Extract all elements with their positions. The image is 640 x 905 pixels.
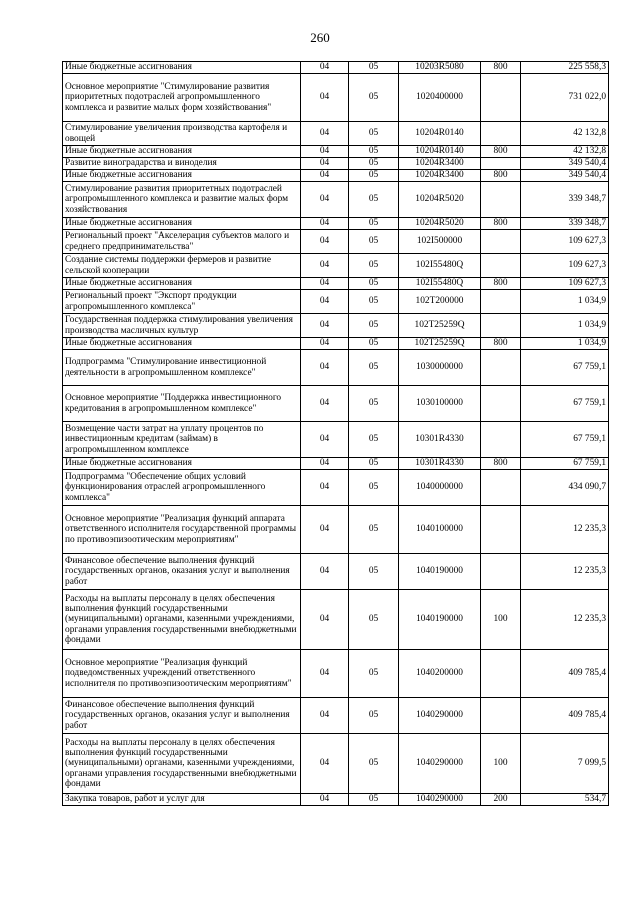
row-amount: 409 785,4 [521,650,609,698]
row-name: Региональный проект "Акселерация субъектов малого и среднего предпринимательства" [63,230,301,254]
row-expense-type [481,122,521,146]
row-expense-type: 800 [481,170,521,182]
row-expense-type [481,698,521,734]
row-section: 04 [301,146,349,158]
row-subsection: 05 [349,146,399,158]
table-row [63,74,609,122]
row-subsection: 05 [349,794,399,806]
table-row [63,254,609,278]
row-name: Развитие виноградарства и виноделия [63,158,301,170]
row-amount: 109 627,3 [521,254,609,278]
row-name: Основное мероприятие "Реализация функций подведомственных учреждений ответственного исполнителя по противоэпизоотическим мероприятиям" [63,650,301,698]
row-name: Региональный проект "Экспорт продукции агропромышленного комплекса" [63,290,301,314]
row-target-code: 1040190000 [399,590,481,650]
row-expense-type [481,182,521,218]
row-subsection: 05 [349,506,399,554]
row-name: Иные бюджетные ассигнования [63,62,301,74]
row-subsection: 05 [349,734,399,794]
row-section: 04 [301,182,349,218]
row-section: 04 [301,218,349,230]
row-section: 04 [301,74,349,122]
row-target-code: 10203R5080 [399,62,481,74]
row-section: 04 [301,278,349,290]
table-row [63,350,609,386]
row-target-code: 1040000000 [399,470,481,506]
row-subsection: 05 [349,458,399,470]
row-name: Финансовое обеспечение выполнения функций государственных органов, оказания услуг и выполнения работ [63,698,301,734]
row-name: Основное мероприятие "Поддержка инвестиционного кредитования в агропромышленном комплексе" [63,386,301,422]
row-expense-type [481,290,521,314]
row-subsection: 05 [349,470,399,506]
row-name: Подпрограмма "Стимулирование инвестиционной деятельности в агропромышленном комплексе" [63,350,301,386]
row-target-code: 102T25259Q [399,314,481,338]
row-amount: 434 090,7 [521,470,609,506]
row-amount: 42 132,8 [521,146,609,158]
row-expense-type [481,650,521,698]
row-target-code: 102I500000 [399,230,481,254]
row-section: 04 [301,170,349,182]
row-amount: 42 132,8 [521,122,609,146]
page-number: 260 [310,30,330,45]
table-row [63,230,609,254]
table-row [63,506,609,554]
row-section: 04 [301,350,349,386]
row-amount: 1 034,9 [521,290,609,314]
row-expense-type: 800 [481,62,521,74]
row-target-code: 102T200000 [399,290,481,314]
table-row [63,158,609,170]
row-expense-type: 200 [481,794,521,806]
row-target-code: 10204R5020 [399,218,481,230]
budget-table [62,61,609,806]
row-subsection: 05 [349,386,399,422]
row-subsection: 05 [349,218,399,230]
table-row [63,278,609,290]
row-target-code: 1040290000 [399,794,481,806]
row-amount: 12 235,3 [521,590,609,650]
row-subsection: 05 [349,230,399,254]
row-subsection: 05 [349,62,399,74]
row-name: Подпрограмма "Обеспечение общих условий функционирования отраслей агропромышленного комплекса" [63,470,301,506]
row-target-code: 1030100000 [399,386,481,422]
row-section: 04 [301,734,349,794]
row-amount: 349 540,4 [521,158,609,170]
row-expense-type: 800 [481,458,521,470]
table-row [63,386,609,422]
table-row [63,590,609,650]
row-amount: 67 759,1 [521,422,609,458]
row-expense-type: 100 [481,734,521,794]
row-target-code: 10301R4330 [399,458,481,470]
row-expense-type: 800 [481,146,521,158]
table-row [63,698,609,734]
row-amount: 12 235,3 [521,554,609,590]
row-section: 04 [301,590,349,650]
table-row [63,290,609,314]
row-expense-type [481,386,521,422]
row-amount: 339 348,7 [521,182,609,218]
row-expense-type [481,230,521,254]
row-amount: 12 235,3 [521,506,609,554]
table-row [63,182,609,218]
row-name: Иные бюджетные ассигнования [63,338,301,350]
row-subsection: 05 [349,338,399,350]
row-name: Расходы на выплаты персоналу в целях обеспечения выполнения функций государственными (муниципальными) органами, казенными учреждениями, органами управления государственными внебюджетными фондами [63,734,301,794]
row-subsection: 05 [349,350,399,386]
row-section: 04 [301,794,349,806]
table-row [63,734,609,794]
row-amount: 67 759,1 [521,458,609,470]
row-expense-type [481,158,521,170]
row-section: 04 [301,554,349,590]
table-row [63,422,609,458]
row-section: 04 [301,230,349,254]
row-subsection: 05 [349,74,399,122]
row-name: Основное мероприятие "Реализация функций аппарата ответственного исполнителя государственной программы по противоэпизоотическим мероприятиям" [63,506,301,554]
row-target-code: 1040290000 [399,698,481,734]
row-name: Иные бюджетные ассигнования [63,146,301,158]
row-expense-type [481,314,521,338]
row-amount: 67 759,1 [521,350,609,386]
row-amount: 67 759,1 [521,386,609,422]
row-expense-type [481,470,521,506]
row-expense-type [481,506,521,554]
row-subsection: 05 [349,170,399,182]
row-expense-type: 800 [481,278,521,290]
budget-table-body [63,62,609,806]
table-row [63,470,609,506]
row-amount: 225 558,3 [521,62,609,74]
row-target-code: 1030000000 [399,350,481,386]
row-name: Иные бюджетные ассигнования [63,458,301,470]
row-subsection: 05 [349,254,399,278]
row-section: 04 [301,122,349,146]
row-name: Расходы на выплаты персоналу в целях обеспечения выполнения функций государственными (муниципальными) органами, казенными учреждениями, органами управления государственными внебюджетными фондами [63,590,301,650]
row-target-code: 1040190000 [399,554,481,590]
row-name: Иные бюджетные ассигнования [63,278,301,290]
row-amount: 109 627,3 [521,230,609,254]
row-name: Закупка товаров, работ и услуг для [63,794,301,806]
row-target-code: 102I55480Q [399,278,481,290]
table-row [63,170,609,182]
table-row [63,650,609,698]
row-target-code: 10301R4330 [399,422,481,458]
row-target-code: 10204R5020 [399,182,481,218]
row-expense-type [481,254,521,278]
row-subsection: 05 [349,590,399,650]
row-target-code: 10204R0140 [399,122,481,146]
table-row [63,146,609,158]
row-section: 04 [301,422,349,458]
row-amount: 1 034,9 [521,314,609,338]
row-name: Финансовое обеспечение выполнения функций государственных органов, оказания услуг и выполнения работ [63,554,301,590]
row-subsection: 05 [349,314,399,338]
row-section: 04 [301,506,349,554]
row-target-code: 1040200000 [399,650,481,698]
row-subsection: 05 [349,182,399,218]
row-amount: 1 034,9 [521,338,609,350]
row-amount: 109 627,3 [521,278,609,290]
row-target-code: 1040100000 [399,506,481,554]
row-target-code: 10204R3400 [399,170,481,182]
row-name: Создание системы поддержки фермеров и развитие сельской кооперации [63,254,301,278]
row-amount: 349 540,4 [521,170,609,182]
row-target-code: 102I55480Q [399,254,481,278]
row-section: 04 [301,254,349,278]
table-row [63,62,609,74]
table-row [63,338,609,350]
table-row [63,458,609,470]
row-expense-type: 800 [481,338,521,350]
row-subsection: 05 [349,698,399,734]
row-subsection: 05 [349,278,399,290]
row-section: 04 [301,338,349,350]
row-amount: 339 348,7 [521,218,609,230]
row-name: Государственная поддержка стимулирования увеличения производства масличных культур [63,314,301,338]
row-name: Иные бюджетные ассигнования [63,170,301,182]
row-expense-type: 100 [481,590,521,650]
row-expense-type: 800 [481,218,521,230]
row-expense-type [481,350,521,386]
row-subsection: 05 [349,290,399,314]
row-section: 04 [301,158,349,170]
row-name: Стимулирование увеличения производства картофеля и овощей [63,122,301,146]
row-target-code: 1040290000 [399,734,481,794]
row-subsection: 05 [349,554,399,590]
row-section: 04 [301,458,349,470]
row-section: 04 [301,698,349,734]
row-name: Возмещение части затрат на уплату процентов по инвестиционным кредитам (займам) в агропромышленном комплексе [63,422,301,458]
row-target-code: 1020400000 [399,74,481,122]
row-target-code: 102T25259Q [399,338,481,350]
row-section: 04 [301,290,349,314]
row-name: Основное мероприятие "Стимулирование развития приоритетных подотраслей агропромышленного комплекса и развитие малых форм хозяйствования" [63,74,301,122]
row-subsection: 05 [349,122,399,146]
row-section: 04 [301,314,349,338]
row-target-code: 10204R0140 [399,146,481,158]
row-amount: 731 022,0 [521,74,609,122]
row-name: Иные бюджетные ассигнования [63,218,301,230]
row-name: Стимулирование развития приоритетных подотраслей агропромышленного комплекса и развитие малых форм хозяйствования [63,182,301,218]
table-row [63,122,609,146]
row-amount: 7 099,5 [521,734,609,794]
row-expense-type [481,422,521,458]
row-target-code: 10204R3400 [399,158,481,170]
row-subsection: 05 [349,422,399,458]
row-section: 04 [301,470,349,506]
row-expense-type [481,554,521,590]
table-row [63,554,609,590]
table-row [63,794,609,806]
table-row [63,218,609,230]
row-amount: 409 785,4 [521,698,609,734]
table-row [63,314,609,338]
row-expense-type [481,74,521,122]
row-amount: 534,7 [521,794,609,806]
row-section: 04 [301,650,349,698]
row-subsection: 05 [349,650,399,698]
row-subsection: 05 [349,158,399,170]
row-section: 04 [301,386,349,422]
row-section: 04 [301,62,349,74]
